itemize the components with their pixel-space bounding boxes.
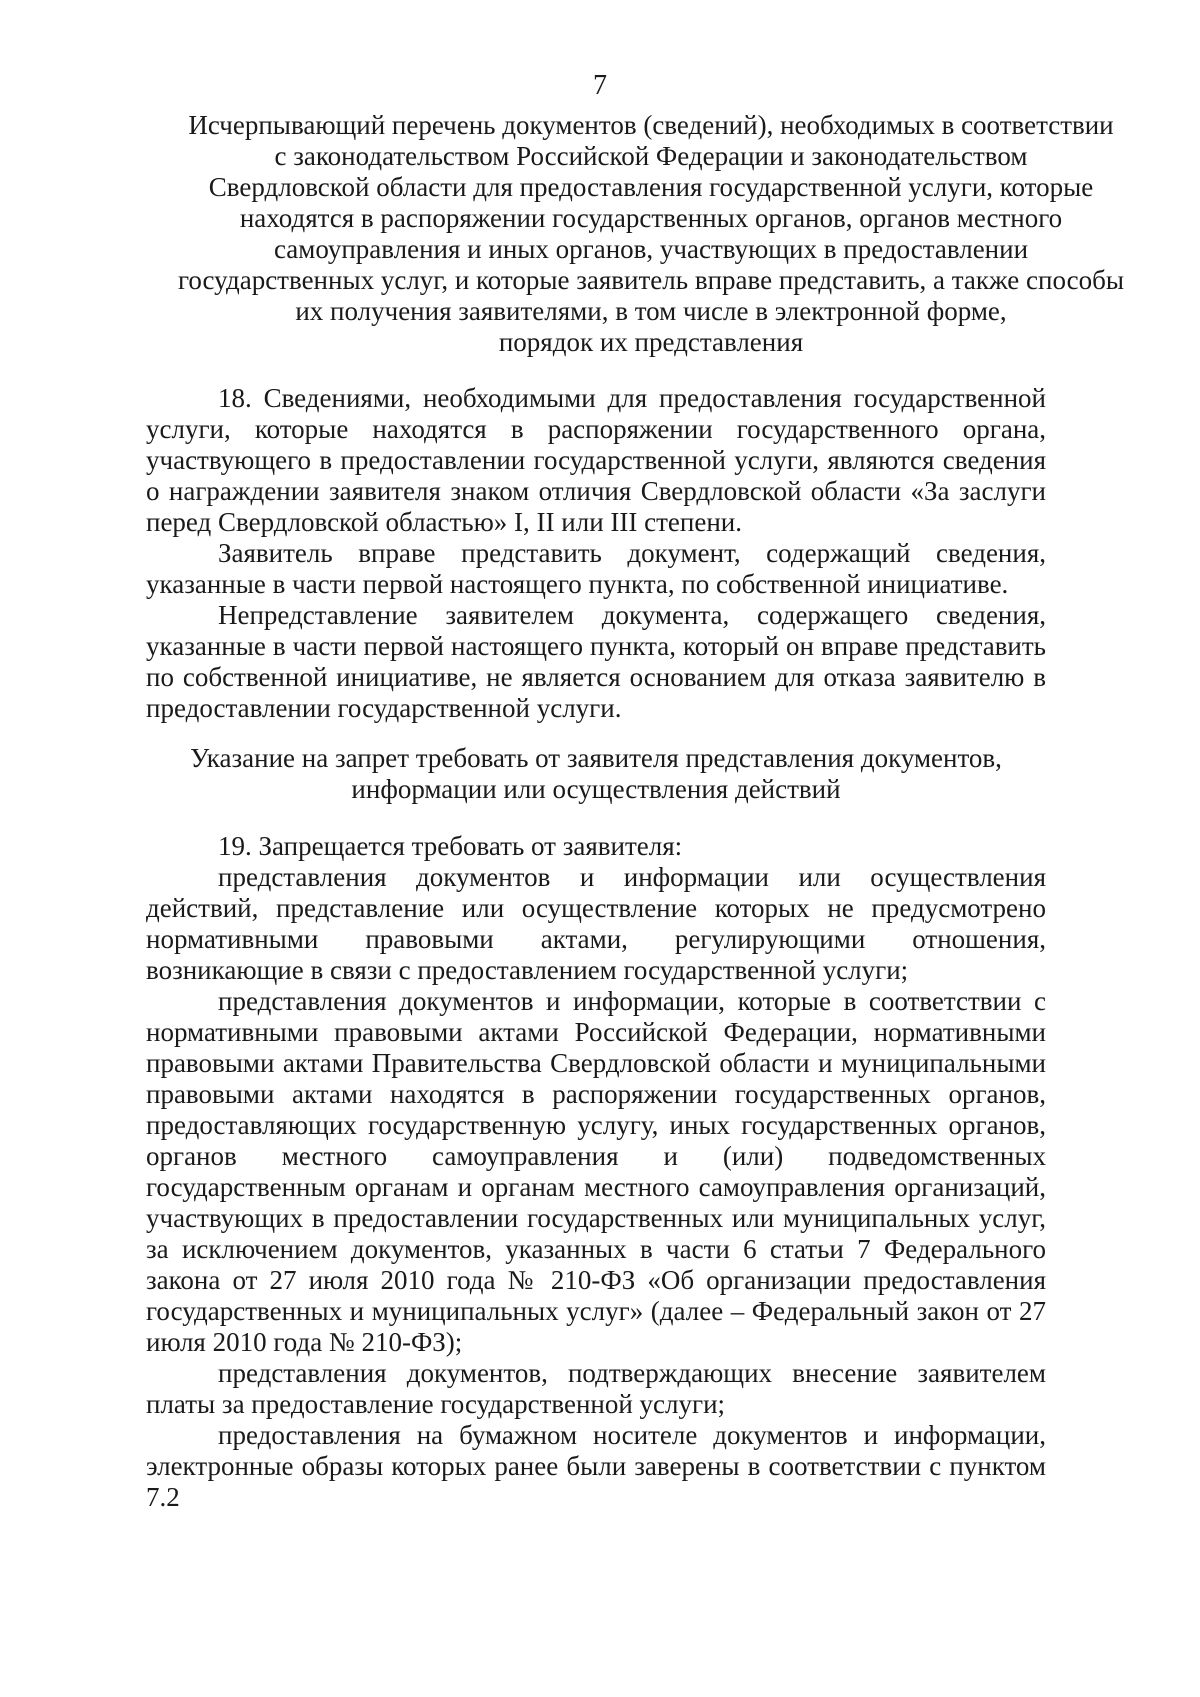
heading-line: порядок их представления [498, 327, 804, 357]
heading-line: Указание на запрет требовать от заявителя представления документов, [190, 743, 1002, 773]
heading-line: самоуправления и иных органов, участвующих в предоставлении [273, 234, 1029, 264]
paragraph: представления документов и информации, которые в соответствии с нормативными правовыми актами Российской Федерации, нормативными правовыми актами Правительства Свердловской области и муниципальными правовыми актами находятся в распоряжении государственных органов, предоставляющих государственную услугу, иных государственных органов, органов местного самоуправления и (или) подведомственных государственным органам и органам местного самоуправления организаций, участвующих в предоставлении государственных или муниципальных услуг, за исключением документов, указанных в части 6 статьи 7 Федерального закона от 27 июля 2010 года № 210-ФЗ «Об организации предоставления государственных и муниципальных услуг» (далее – Федеральный закон от 27 июля 2010 года № 210-ФЗ); [146, 986, 1046, 1357]
heading-line: их получения заявителями, в том числе в электронной форме, [295, 296, 1007, 326]
heading-line: Свердловской области для предоставления государственной услуги, которые [208, 172, 1094, 202]
section-heading-prohibition [146, 743, 1046, 805]
paragraph: предоставления на бумажном носителе документов и информации, электронные образы которых ранее были заверены в соответствии с пунктом 7.2 [146, 1420, 1046, 1512]
section-19 [146, 831, 1046, 1513]
heading-line: находятся в распоряжении государственных органов, органов местного [239, 203, 1063, 233]
heading-line: с законодательством Российской Федерации и законодательством [274, 141, 1028, 171]
paragraph: представления документов и информации или осуществления действий, представление или осуществление которых не предусмотрено нормативными правовыми актами, регулирующими отношения, возникающие в связи с предоставлением государственной услуги; [146, 862, 1046, 985]
heading-line: государственных услуг, и которые заявитель вправе представить, а также способы [177, 265, 1125, 295]
heading-line: Исчерпывающий перечень документов (сведений), необходимых в соответствии [188, 110, 1114, 140]
page-number: 7 [593, 70, 607, 101]
section-18 [146, 383, 1046, 724]
paragraph: 18. Сведениями, необходимыми для предоставления государственной услуги, которые находятся в распоряжении государственного органа, участвующего в предоставлении государственной услуги, являются сведения о награждении заявителя знаком отличия Свердловской области «За заслуги перед Свердловской областью» I, II или III степени. [146, 383, 1046, 537]
heading-line: информации или осуществления действий [351, 774, 841, 804]
paragraph: Непредставление заявителем документа, содержащего сведения, указанные в части первой настоящего пункта, который он вправе представить по собственной инициативе, не является основанием для отказа заявителю в предоставлении государственной услуги. [146, 600, 1046, 723]
paragraph: Заявитель вправе представить документ, содержащий сведения, указанные в части первой настоящего пункта, по собственной инициативе. [146, 538, 1046, 599]
section-heading-documents-list [146, 110, 1156, 358]
paragraph: 19. Запрещается требовать от заявителя: [218, 831, 683, 861]
paragraph: представления документов, подтверждающих внесение заявителем платы за предоставление государственной услуги; [146, 1358, 1046, 1419]
